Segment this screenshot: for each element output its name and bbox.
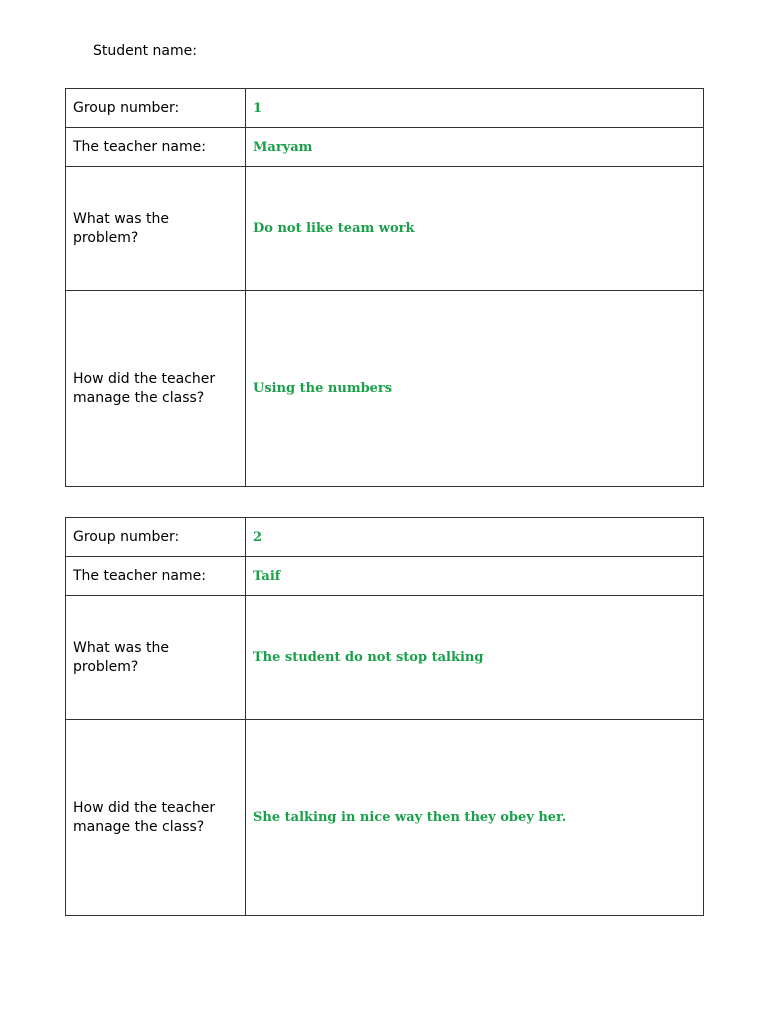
table-row — [66, 89, 704, 128]
table-row — [66, 167, 704, 291]
group-number-value: 1 — [246, 89, 704, 128]
table-row — [66, 518, 704, 557]
teacher-name-value: Maryam — [246, 128, 704, 167]
student-name-label: Student name: — [93, 43, 197, 59]
table-row — [66, 128, 704, 167]
group-number-label: Group number: — [66, 518, 246, 557]
table-row — [66, 291, 704, 487]
problem-value: Do not like team work — [246, 167, 704, 291]
problem-value: The student do not stop talking — [246, 596, 704, 720]
observation-table-2 — [65, 517, 704, 916]
management-label: How did the teacher manage the class? — [66, 720, 246, 916]
group-number-label: Group number: — [66, 89, 246, 128]
group-number-value: 2 — [246, 518, 704, 557]
table-row — [66, 557, 704, 596]
observation-table-1 — [65, 88, 704, 487]
table-row — [66, 596, 704, 720]
teacher-name-value: Taif — [246, 557, 704, 596]
problem-label: What was the problem? — [66, 596, 246, 720]
problem-label: What was the problem? — [66, 167, 246, 291]
teacher-name-label: The teacher name: — [66, 128, 246, 167]
management-value: She talking in nice way then they obey her. — [246, 720, 704, 916]
table-row — [66, 720, 704, 916]
teacher-name-label: The teacher name: — [66, 557, 246, 596]
management-label: How did the teacher manage the class? — [66, 291, 246, 487]
management-value: Using the numbers — [246, 291, 704, 487]
